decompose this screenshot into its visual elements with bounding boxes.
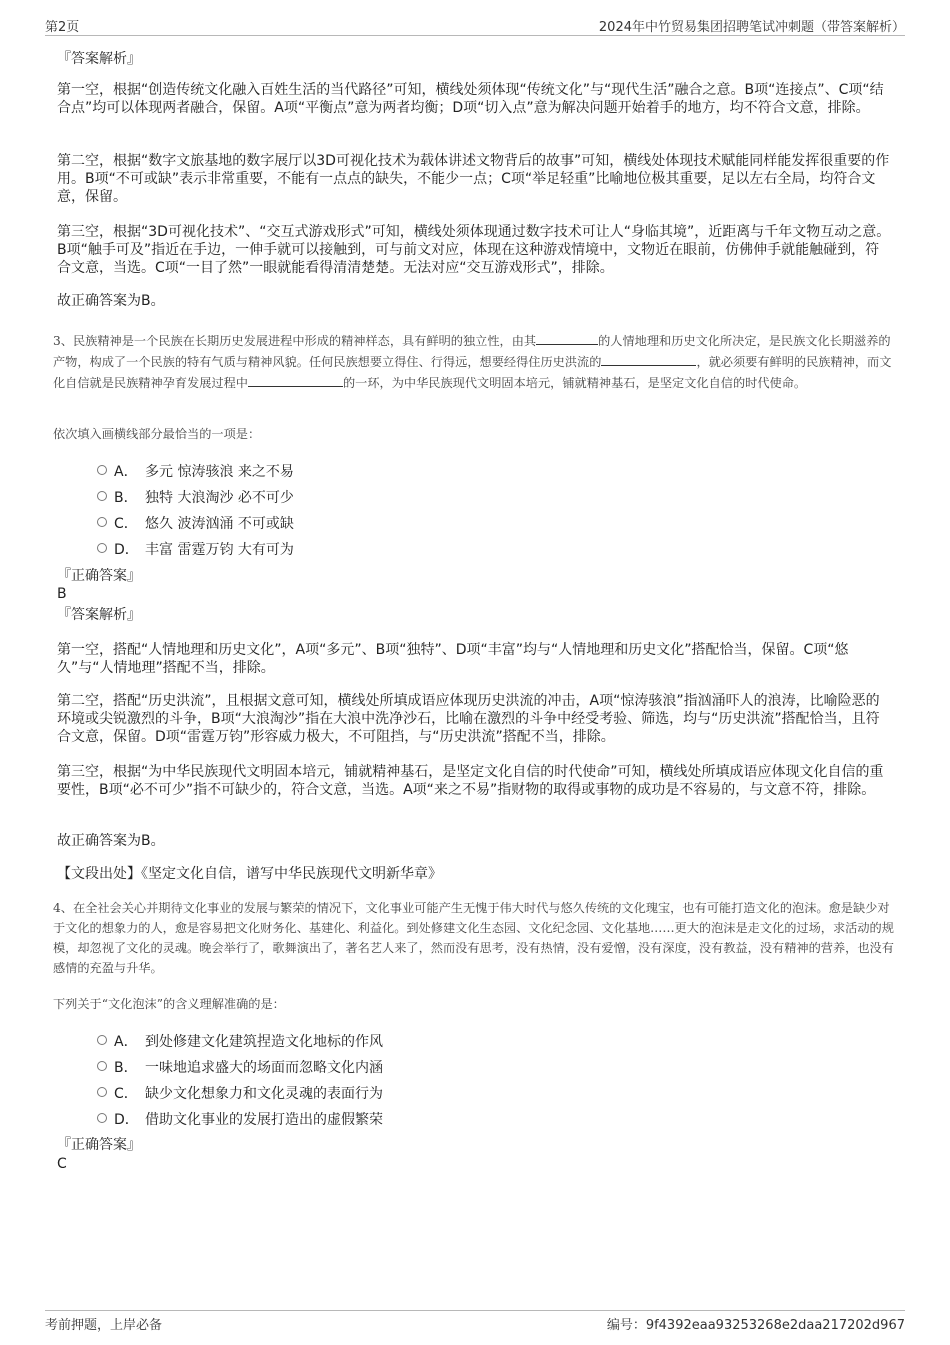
- q3-option-b[interactable]: B． 独特 大浪淘沙 必不可少: [97, 487, 697, 507]
- q3-analysis-para-1: 第一空，搭配“人情地理和历史文化”，A项“多元”、B项“独特”、D项“丰富”均与“人情地理和历史文化”搭配恰当，保留。C项“悠久”与“人情地理”搭配不当，排除。: [57, 642, 849, 676]
- radio-icon[interactable]: [97, 1087, 107, 1097]
- q3-option-c[interactable]: C． 悠久 波涛汹涌 不可或缺: [97, 513, 697, 533]
- q3-prompt: 依次填入画横线部分最恰当的一项是：: [53, 427, 261, 441]
- q4-answer: C: [57, 1156, 67, 1172]
- document-title: 2024年中竹贸易集团招聘笔试冲刺题（带答案解析）: [598, 20, 905, 35]
- q3-analysis-heading: 『答案解析』: [57, 607, 141, 623]
- footer-divider: [45, 1310, 905, 1311]
- page-header: [45, 16, 905, 34]
- q4-prompt: 下列关于“文化泡沫”的含义理解准确的是：: [53, 997, 285, 1011]
- q4-option-d[interactable]: D． 借助文化事业的发展打造出的虚假繁荣: [97, 1109, 697, 1129]
- header-divider: [45, 35, 905, 36]
- document-id: 编号：9f4392eaa93253268e2daa217202d967: [606, 1318, 905, 1333]
- q2-analysis-heading: 『答案解析』: [57, 51, 141, 67]
- q3-conclusion: 故正确答案为B。: [57, 833, 165, 849]
- q4-option-c[interactable]: C． 缺少文化想象力和文化灵魂的表面行为: [97, 1083, 697, 1103]
- page-number: 第2页: [45, 20, 80, 35]
- blank-1: [536, 330, 598, 345]
- q3-answer: B: [57, 586, 67, 602]
- q3-analysis-para-3: 第三空，根据“为中华民族现代文明固本培元，铺就精神基石，是坚定文化自信的时代使命”可知，横线处所填成语应体现文化自信的重要性，B项“必不可少”指不可缺少的，符合文意，当选。A项“来之不易”指财物的取得或事物的成功是不容易的，与文意不符，排除。: [57, 764, 884, 798]
- radio-icon[interactable]: [97, 1113, 107, 1123]
- q2-analysis-para-1: 第一空，根据“创造传统文化融入百姓生活的当代路径”可知，横线处须体现“传统文化”与“现代生活”融合之意。B项“连接点”、C项“结合点”均可以体现两者融合，保留。A项“平衡点”意为两者均衡；D项“切入点”意为解决问题开始着手的地方，均不符合文意，排除。: [57, 82, 884, 116]
- radio-icon[interactable]: [97, 543, 107, 553]
- q4-option-b[interactable]: B． 一味地追求盛大的场面而忽略文化内涵: [97, 1057, 697, 1077]
- blank-3: [248, 372, 343, 387]
- q4-answer-heading: 『正确答案』: [57, 1137, 141, 1153]
- blank-2: [601, 351, 696, 366]
- q3-option-d[interactable]: D． 丰富 雷霆万钧 大有可为: [97, 539, 697, 559]
- q3-analysis-para-2: 第二空，搭配“历史洪流”，且根据文意可知，横线处所填成语应体现历史洪流的冲击，A项“惊涛骇浪”指汹涌吓人的浪涛，比喻险恶的环境或尖锐激烈的斗争，B项“大浪淘沙”指在大浪中洗净沙石，比喻在激烈的斗争中经受考验、筛选，均与“历史洪流”搭配恰当，且符合文意，保留。D项“雷霆万钧”形容威力极大，不可阻挡，与“历史洪流”搭配不当，排除。: [57, 693, 880, 745]
- radio-icon[interactable]: [97, 1061, 107, 1071]
- source-title: 《坚定文化自信，谱写中华民族现代文明新华章》: [141, 866, 442, 882]
- q4-option-a[interactable]: A． 到处修建文化建筑捏造文化地标的作风: [97, 1031, 697, 1051]
- q2-conclusion: 故正确答案为B。: [57, 293, 165, 309]
- radio-icon[interactable]: [97, 1035, 107, 1045]
- q2-analysis-para-2: 第二空，根据“数字文旅基地的数字展厅以3D可视化技术为载体讲述文物背后的故事”可知，横线处体现技术赋能同样能发挥很重要的作用。B项“不可或缺”表示非常重要，不能有一点点的缺失，不能少一点；C项“举足轻重”比喻地位极其重要，足以左右全局，均符合文意，保留。: [57, 153, 890, 205]
- q2-analysis-para-3: 第三空，根据“3D可视化技术”、“交互式游戏形式”可知，横线处须体现通过数字技术可让人“身临其境”，近距离与千年文物互动之意。B项“触手可及”指近在手边，一伸手就可以接触到，可与前文对应，体现在这种游戏情境中，文物近在眼前，仿佛伸手就能触碰到，符合文意，当选。C项“一目了然”一眼就能看得清清楚楚。无法对应“交互游戏形式”，排除。: [57, 224, 891, 276]
- q4-stem: 4、在全社会关心并期待文化事业的发展与繁荣的情况下，文化事业可能产生无愧于伟大时代与悠久传统的文化瑰宝，也有可能打造文化的泡沫。愈是缺少对于文化的想象力的人，愈是容易把文化财务化、基建化、利益化。到处修建文化生态园、文化纪念园、文化基地……更大的泡沫是走文化的过场，求活动的规模，却忽视了文化的灵魂。晚会举行了，歌舞演出了，著名艺人来了，然而没有思考，没有热情，没有爱憎，没有深度，没有教益，没有精神的营养，也没有感情的充盈与升华。: [53, 901, 894, 975]
- radio-icon[interactable]: [97, 465, 107, 475]
- radio-icon[interactable]: [97, 491, 107, 501]
- q3-stem: 3、民族精神是一个民族在长期历史发展进程中形成的精神样态，具有鲜明的独立性，由其 的人情地理和历史文化所决定，是民族文化长期滋养的产物，构成了一个民族的特有气质与精神风貌。任何民族想要立得住、行得远，想要经得住历史洪流的 ，就必须要有鲜明的民族精神，而文化自信就是民族精神孕育发展过程中 的一环，为中华民族现代文明固本培元，铺就精神基石，是坚定文化自信的时代使命。: [53, 330, 898, 393]
- q3-source: [57, 865, 892, 883]
- q3-option-a[interactable]: A． 多元 惊涛骇浪 来之不易: [97, 461, 697, 481]
- source-label: 【文段出处】: [57, 866, 141, 882]
- q3-answer-heading: 『正确答案』: [57, 568, 141, 584]
- footer-slogan: 考前押题，上岸必备: [45, 1318, 163, 1333]
- radio-icon[interactable]: [97, 517, 107, 527]
